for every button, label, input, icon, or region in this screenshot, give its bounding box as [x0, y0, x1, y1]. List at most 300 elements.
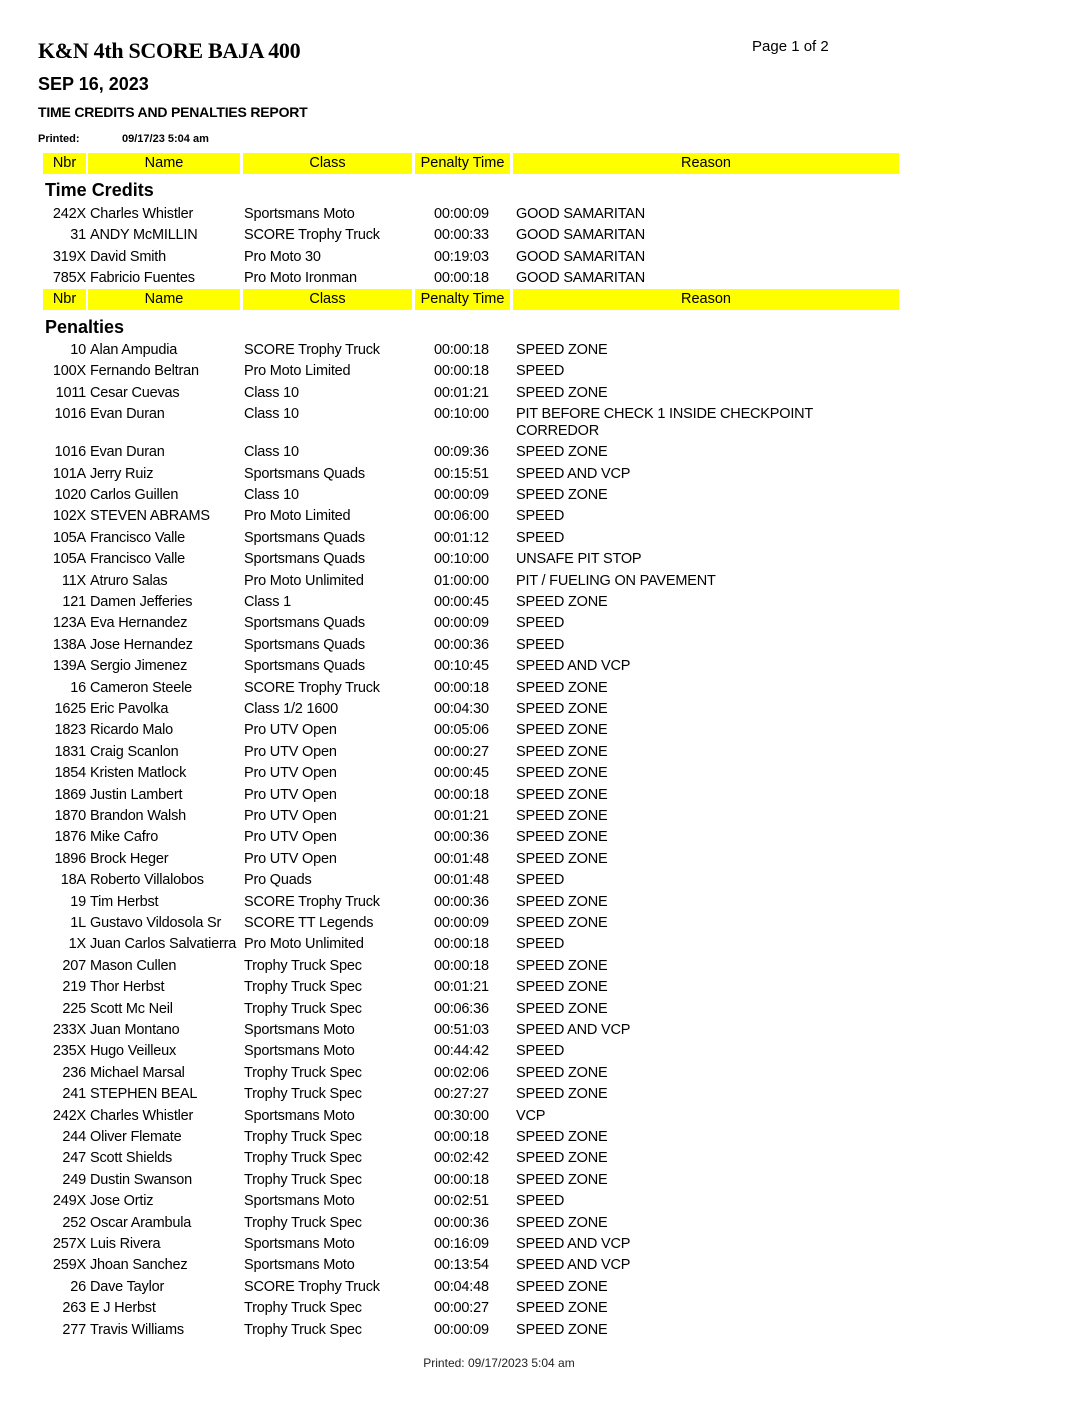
cell-reason: SPEED ZONE — [516, 893, 608, 910]
table-row — [0, 249, 1088, 270]
table-row — [0, 1065, 1088, 1086]
cell-name: Jose Hernandez — [90, 636, 193, 653]
cell-class: SCORE Trophy Truck — [244, 679, 380, 696]
cell-class: SCORE Trophy Truck — [244, 1278, 380, 1295]
table-row — [0, 206, 1088, 227]
cell-class: Class 10 — [244, 487, 299, 503]
cell-reason: SPEED ZONE — [516, 594, 608, 610]
cell-penalty-time: 00:00:18 — [434, 363, 489, 380]
printed-label: Printed: — [38, 133, 80, 145]
cell-class: Sportsmans Quads — [244, 636, 365, 653]
cell-class: Pro UTV Open — [244, 829, 337, 846]
cell-nbr: 1854 — [54, 765, 86, 782]
cell-reason: SPEED ZONE — [516, 850, 608, 867]
cell-name: Brock Heger — [90, 850, 169, 867]
cell-nbr: 100X — [52, 363, 86, 380]
cell-name: Fabricio Fuentes — [90, 269, 195, 286]
cell-penalty-time: 00:10:00 — [434, 406, 489, 423]
table-row — [0, 1022, 1088, 1043]
cell-reason: SPEED ZONE — [516, 1300, 608, 1317]
header-name: Name — [88, 289, 240, 310]
cell-nbr: 1016 — [54, 444, 86, 461]
cell-class: Trophy Truck Spec — [244, 1300, 362, 1317]
cell-penalty-time: 00:06:00 — [434, 508, 489, 525]
cell-reason: GOOD SAMARITAN — [516, 206, 646, 222]
cell-penalty-time: 00:10:00 — [434, 551, 489, 568]
cell-name: Craig Scanlon — [90, 743, 179, 760]
cell-nbr: 10 — [70, 342, 86, 358]
cell-penalty-time: 00:19:03 — [434, 248, 489, 265]
table-row — [0, 787, 1088, 808]
event-date: SEP 16, 2023 — [38, 74, 149, 94]
cell-reason: SPEED ZONE — [516, 384, 608, 401]
cell-reason: SPEED AND VCP — [516, 1236, 631, 1252]
cell-class: Trophy Truck Spec — [244, 979, 362, 996]
cell-nbr: 241 — [62, 1086, 86, 1103]
cell-name: Francisco Valle — [90, 551, 186, 568]
cell-name: Scott Mc Neil — [90, 1000, 173, 1017]
cell-nbr: 1869 — [54, 786, 86, 803]
cell-penalty-time: 00:00:09 — [434, 206, 489, 222]
table-row — [0, 915, 1088, 936]
cell-name: Charles Whistler — [90, 1107, 194, 1124]
cell-nbr: 233X — [52, 1022, 86, 1038]
cell-nbr: 1011 — [55, 384, 86, 401]
header-class: Class — [243, 153, 412, 174]
table-row — [0, 658, 1088, 679]
cell-name: Jose Ortiz — [90, 1193, 154, 1210]
cell-reason: SPEED ZONE — [516, 679, 608, 696]
cell-reason: SPEED ZONE — [516, 808, 608, 824]
cell-reason: SPEED AND VCP — [516, 1022, 631, 1038]
table-row — [0, 1129, 1088, 1150]
cell-class: Sportsmans Quads — [244, 615, 365, 632]
cell-name: Mason Cullen — [90, 957, 177, 974]
cell-penalty-time: 00:00:33 — [434, 227, 489, 244]
cell-reason: SPEED ZONE — [516, 957, 608, 974]
table-row — [0, 615, 1088, 636]
cell-reason: SPEED — [516, 615, 565, 632]
cell-reason: SPEED — [516, 529, 565, 546]
cell-class: Sportsmans Moto — [244, 1193, 355, 1210]
cell-class: Pro Moto Ironman — [244, 269, 357, 286]
cell-reason: SPEED ZONE — [516, 722, 608, 739]
cell-reason: SPEED AND VCP — [516, 1257, 631, 1274]
table-row — [0, 466, 1088, 487]
section-title-credits: Time Credits — [45, 180, 154, 200]
cell-class: Sportsmans Quads — [244, 529, 365, 546]
cell-reason: SPEED ZONE — [516, 765, 608, 782]
cell-nbr: 225 — [62, 1000, 86, 1017]
cell-penalty-time: 00:04:48 — [434, 1278, 489, 1295]
cell-penalty-time: 00:02:51 — [434, 1193, 489, 1210]
cell-nbr: 19 — [70, 893, 86, 910]
cell-reason: SPEED ZONE — [516, 701, 608, 717]
table-row — [0, 1300, 1088, 1321]
cell-penalty-time: 00:00:36 — [434, 636, 489, 653]
table-row — [0, 1215, 1088, 1236]
cell-penalty-time: 00:01:21 — [434, 808, 489, 824]
cell-class: SCORE TT Legends — [244, 915, 374, 931]
cell-class: Trophy Truck Spec — [244, 1171, 362, 1188]
cell-penalty-time: 00:05:06 — [434, 722, 489, 739]
header-reason: Reason — [513, 289, 899, 310]
table-row — [0, 530, 1088, 551]
table-row — [0, 270, 1088, 291]
cell-nbr: 207 — [62, 957, 86, 974]
cell-class: Trophy Truck Spec — [244, 1000, 362, 1017]
cell-reason: SPEED — [516, 936, 565, 953]
cell-name: Evan Duran — [90, 444, 165, 461]
cell-reason: SPEED — [516, 872, 565, 889]
table-row — [0, 487, 1088, 508]
cell-penalty-time: 00:13:54 — [434, 1257, 489, 1274]
cell-penalty-time: 00:01:21 — [434, 979, 489, 996]
cell-name: Eric Pavolka — [90, 701, 169, 717]
cell-reason: UNSAFE PIT STOP — [516, 551, 642, 568]
cell-penalty-time: 00:10:45 — [434, 658, 489, 675]
cell-nbr: 1020 — [54, 487, 86, 503]
cell-class: Pro UTV Open — [244, 808, 337, 824]
cell-name: ANDY McMILLIN — [90, 227, 198, 244]
cell-nbr: 252 — [62, 1214, 86, 1231]
cell-class: SCORE Trophy Truck — [244, 342, 380, 358]
table-row — [0, 1193, 1088, 1214]
cell-nbr: 236 — [62, 1064, 86, 1081]
cell-penalty-time: 00:00:27 — [434, 1300, 489, 1317]
cell-nbr: 235X — [52, 1043, 86, 1060]
table-row — [0, 1172, 1088, 1193]
cell-class: Sportsmans Quads — [244, 551, 365, 568]
cell-reason: SPEED ZONE — [516, 829, 608, 846]
cell-class: Class 1/2 1600 — [244, 701, 338, 717]
cell-class: Sportsmans Moto — [244, 1022, 355, 1038]
table-row — [0, 385, 1088, 406]
footer-printed: Printed: 09/17/2023 5:04 am — [423, 1356, 575, 1370]
cell-penalty-time: 00:27:27 — [434, 1086, 489, 1103]
cell-class: Class 10 — [244, 406, 299, 423]
cell-nbr: 263 — [62, 1300, 86, 1317]
cell-penalty-time: 00:04:30 — [434, 701, 489, 717]
cell-nbr: 1X — [68, 936, 86, 953]
report-title: K&N 4th SCORE BAJA 400 — [38, 38, 301, 63]
cell-name: Brandon Walsh — [90, 808, 186, 824]
cell-penalty-time: 00:09:36 — [434, 444, 489, 461]
cell-reason: SPEED — [516, 1193, 565, 1210]
cell-penalty-time: 00:00:09 — [434, 1321, 489, 1338]
table-row — [0, 444, 1088, 465]
cell-class: Sportsmans Moto — [244, 206, 355, 222]
cell-class: Sportsmans Quads — [244, 465, 365, 482]
cell-name: Luis Rivera — [90, 1236, 161, 1252]
cell-name: E J Herbst — [90, 1300, 156, 1317]
table-row — [0, 637, 1088, 658]
cell-name: Francisco Valle — [90, 529, 186, 546]
table-row — [0, 508, 1088, 529]
cell-nbr: 249 — [62, 1171, 86, 1188]
cell-penalty-time: 00:02:06 — [434, 1064, 489, 1081]
cell-reason: SPEED ZONE — [516, 342, 608, 358]
cell-nbr: 1870 — [54, 808, 86, 824]
cell-reason: SPEED ZONE — [516, 1214, 608, 1231]
cell-class: Pro Moto Unlimited — [244, 572, 364, 589]
cell-class: Pro UTV Open — [244, 850, 337, 867]
cell-nbr: 16 — [70, 679, 86, 696]
cell-nbr: 219 — [62, 979, 86, 996]
table-row — [0, 722, 1088, 743]
cell-nbr: 26 — [70, 1278, 86, 1295]
cell-reason: PIT / FUELING ON PAVEMENT — [516, 572, 716, 589]
cell-penalty-time: 00:00:18 — [434, 1129, 489, 1145]
cell-penalty-time: 00:00:18 — [434, 786, 489, 803]
cell-penalty-time: 00:16:09 — [434, 1236, 489, 1252]
cell-name: Juan Montano — [90, 1022, 180, 1038]
cell-penalty-time: 00:00:09 — [434, 615, 489, 632]
header-reason: Reason — [513, 153, 899, 174]
table-row — [0, 573, 1088, 594]
cell-penalty-time: 00:06:36 — [434, 1000, 489, 1017]
cell-class: Pro Moto Unlimited — [244, 936, 364, 953]
cell-penalty-time: 00:00:45 — [434, 765, 489, 782]
cell-class: Sportsmans Moto — [244, 1043, 355, 1060]
cell-nbr: 139A — [52, 658, 86, 675]
cell-name: Juan Carlos Salvatierra — [90, 936, 237, 953]
cell-penalty-time: 00:01:21 — [434, 384, 489, 401]
cell-class: Pro UTV Open — [244, 786, 337, 803]
table-row — [0, 808, 1088, 829]
cell-class: Pro Moto Limited — [244, 363, 351, 380]
cell-penalty-time: 00:00:27 — [434, 743, 489, 760]
table-row — [0, 680, 1088, 701]
cell-name: Evan Duran — [90, 406, 165, 423]
cell-nbr: 247 — [62, 1150, 86, 1167]
cell-class: Pro Moto 30 — [244, 248, 321, 265]
cell-name: Michael Marsal — [90, 1064, 185, 1081]
cell-penalty-time: 00:44:42 — [434, 1043, 489, 1060]
cell-name: Jhoan Sanchez — [90, 1257, 188, 1274]
table-row — [0, 744, 1088, 765]
cell-reason: SPEED ZONE — [516, 743, 608, 760]
cell-reason: SPEED ZONE — [516, 1278, 608, 1295]
cell-name: Gustavo Vildosola Sr — [90, 915, 222, 931]
cell-nbr: 105A — [52, 529, 86, 546]
table-row — [0, 829, 1088, 850]
cell-reason: SPEED — [516, 1043, 565, 1060]
cell-nbr: 785X — [52, 269, 86, 286]
cell-name: Ricardo Malo — [90, 722, 174, 739]
cell-reason: SPEED AND VCP — [516, 658, 631, 675]
table-row — [0, 979, 1088, 1000]
cell-reason: SPEED ZONE — [516, 1150, 608, 1167]
cell-penalty-time: 00:01:48 — [434, 850, 489, 867]
cell-nbr: 1823 — [54, 722, 86, 739]
cell-penalty-time: 00:01:48 — [434, 872, 489, 889]
cell-name: Scott Shields — [90, 1150, 173, 1167]
table-row — [0, 701, 1088, 722]
cell-nbr: 244 — [62, 1129, 86, 1145]
column-header-credits — [0, 153, 1088, 174]
cell-nbr: 242X — [52, 206, 86, 222]
table-row — [0, 406, 1088, 440]
cell-nbr: 257X — [52, 1236, 86, 1252]
cell-name: Justin Lambert — [90, 786, 183, 803]
cell-class: Pro Moto Limited — [244, 508, 351, 525]
header-nbr: Nbr — [43, 289, 86, 310]
cell-nbr: 101A — [52, 465, 86, 482]
cell-reason: GOOD SAMARITAN — [516, 269, 646, 286]
cell-nbr: 249X — [52, 1193, 86, 1210]
cell-class: Trophy Truck Spec — [244, 1086, 362, 1103]
cell-nbr: 121 — [62, 594, 86, 610]
cell-reason: SPEED ZONE — [516, 487, 608, 503]
cell-reason: SPEED ZONE — [516, 1000, 608, 1017]
cell-reason: VCP — [516, 1107, 546, 1124]
cell-class: Trophy Truck Spec — [244, 957, 362, 974]
cell-class: Pro UTV Open — [244, 765, 337, 782]
cell-class: SCORE Trophy Truck — [244, 227, 380, 244]
cell-class: Class 1 — [244, 594, 291, 610]
cell-class: Class 10 — [244, 444, 299, 461]
cell-penalty-time: 00:00:09 — [434, 487, 489, 503]
cell-penalty-time: 00:00:36 — [434, 829, 489, 846]
cell-penalty-time: 00:00:18 — [434, 342, 489, 358]
cell-name: Sergio Jimenez — [90, 658, 188, 675]
table-row — [0, 363, 1088, 384]
cell-name: Mike Cafro — [90, 829, 159, 846]
cell-class: Pro UTV Open — [244, 722, 337, 739]
cell-class: SCORE Trophy Truck — [244, 893, 380, 910]
cell-penalty-time: 00:02:42 — [434, 1150, 489, 1167]
cell-class: Sportsmans Moto — [244, 1107, 355, 1124]
cell-reason: SPEED ZONE — [516, 444, 608, 461]
cell-reason: SPEED — [516, 636, 565, 653]
cell-name: Travis Williams — [90, 1321, 184, 1338]
cell-penalty-time: 00:00:18 — [434, 957, 489, 974]
cell-reason: SPEED ZONE — [516, 1171, 608, 1188]
cell-reason: GOOD SAMARITAN — [516, 227, 646, 244]
cell-nbr: 102X — [52, 508, 86, 525]
cell-name: Carlos Guillen — [90, 487, 179, 503]
cell-name: Charles Whistler — [90, 206, 194, 222]
cell-nbr: 1L — [70, 915, 86, 931]
cell-name: Hugo Veilleux — [90, 1043, 177, 1060]
header-name: Name — [88, 153, 240, 174]
cell-reason: SPEED ZONE — [516, 1321, 608, 1338]
cell-class: Sportsmans Moto — [244, 1257, 355, 1274]
cell-name: Alan Ampudia — [90, 342, 178, 358]
table-row — [0, 1236, 1088, 1257]
cell-reason: SPEED ZONE — [516, 1129, 608, 1145]
cell-class: Class 10 — [244, 384, 299, 401]
cell-class: Pro UTV Open — [244, 743, 337, 760]
table-row — [0, 227, 1088, 248]
table-row — [0, 342, 1088, 363]
table-row — [0, 594, 1088, 615]
cell-class: Trophy Truck Spec — [244, 1150, 362, 1167]
cell-nbr: 259X — [52, 1257, 86, 1274]
cell-class: Trophy Truck Spec — [244, 1129, 362, 1145]
table-row — [0, 894, 1088, 915]
cell-penalty-time: 00:00:18 — [434, 1171, 489, 1188]
cell-nbr: 1831 — [54, 743, 86, 760]
cell-penalty-time: 00:00:18 — [434, 679, 489, 696]
cell-name: STEVEN ABRAMS — [90, 508, 210, 525]
cell-penalty-time: 00:00:18 — [434, 936, 489, 953]
header-penalty-time: Penalty Time — [415, 289, 510, 310]
header-class: Class — [243, 289, 412, 310]
cell-nbr: 31 — [70, 227, 86, 244]
cell-nbr: 1896 — [54, 850, 86, 867]
column-header-penalties — [0, 289, 1088, 310]
cell-nbr: 11X — [61, 572, 86, 589]
cell-class: Sportsmans Quads — [244, 658, 365, 675]
cell-penalty-time: 00:51:03 — [434, 1022, 489, 1038]
cell-class: Trophy Truck Spec — [244, 1064, 362, 1081]
cell-penalty-time: 01:00:00 — [434, 572, 489, 589]
cell-penalty-time: 00:15:51 — [434, 465, 489, 482]
cell-penalty-time: 00:00:36 — [434, 893, 489, 910]
cell-penalty-time: 00:00:09 — [434, 915, 489, 931]
table-row — [0, 1108, 1088, 1129]
cell-nbr: 1876 — [54, 829, 86, 846]
table-row — [0, 765, 1088, 786]
table-row — [0, 936, 1088, 957]
cell-nbr: 138A — [52, 636, 86, 653]
table-row — [0, 958, 1088, 979]
cell-nbr: 123A — [52, 615, 86, 632]
section-title-penalties: Penalties — [45, 317, 125, 337]
table-row — [0, 1043, 1088, 1064]
cell-reason: SPEED — [516, 508, 565, 525]
cell-name: Fernando Beltran — [90, 363, 199, 380]
cell-name: Cesar Cuevas — [90, 384, 180, 401]
table-row — [0, 1150, 1088, 1171]
cell-name: Dave Taylor — [90, 1278, 165, 1295]
cell-reason: SPEED ZONE — [516, 915, 608, 931]
cell-name: STEPHEN BEAL — [90, 1086, 198, 1103]
printed-value: 09/17/23 5:04 am — [122, 133, 209, 145]
cell-name: Thor Herbst — [90, 979, 165, 996]
table-row — [0, 1001, 1088, 1022]
cell-nbr: 1625 — [54, 701, 86, 717]
cell-reason: SPEED ZONE — [516, 1086, 608, 1103]
table-row — [0, 1257, 1088, 1278]
cell-penalty-time: 00:00:36 — [434, 1214, 489, 1231]
cell-penalty-time: 00:01:12 — [434, 529, 489, 546]
cell-penalty-time: 00:00:18 — [434, 269, 489, 286]
cell-penalty-time: 00:30:00 — [434, 1107, 489, 1124]
page-number: Page 1 of 2 — [752, 38, 829, 55]
cell-nbr: 242X — [52, 1107, 86, 1124]
table-row — [0, 1086, 1088, 1107]
cell-name: Oliver Flemate — [90, 1129, 182, 1145]
cell-reason: SPEED ZONE — [516, 1064, 608, 1081]
cell-class: Sportsmans Moto — [244, 1236, 355, 1252]
header-nbr: Nbr — [43, 153, 86, 174]
cell-name: Tim Herbst — [90, 893, 159, 910]
cell-class: Trophy Truck Spec — [244, 1321, 362, 1338]
cell-class: Pro Quads — [244, 872, 312, 889]
cell-nbr: 319X — [52, 248, 86, 265]
cell-name: Kristen Matlock — [90, 765, 187, 782]
cell-name: David Smith — [90, 248, 166, 265]
cell-name: Atruro Salas — [90, 572, 168, 589]
cell-reason: SPEED — [516, 363, 565, 380]
table-row — [0, 551, 1088, 572]
header-penalty-time: Penalty Time — [415, 153, 510, 174]
table-row — [0, 1279, 1088, 1300]
cell-name: Roberto Villalobos — [90, 872, 204, 889]
